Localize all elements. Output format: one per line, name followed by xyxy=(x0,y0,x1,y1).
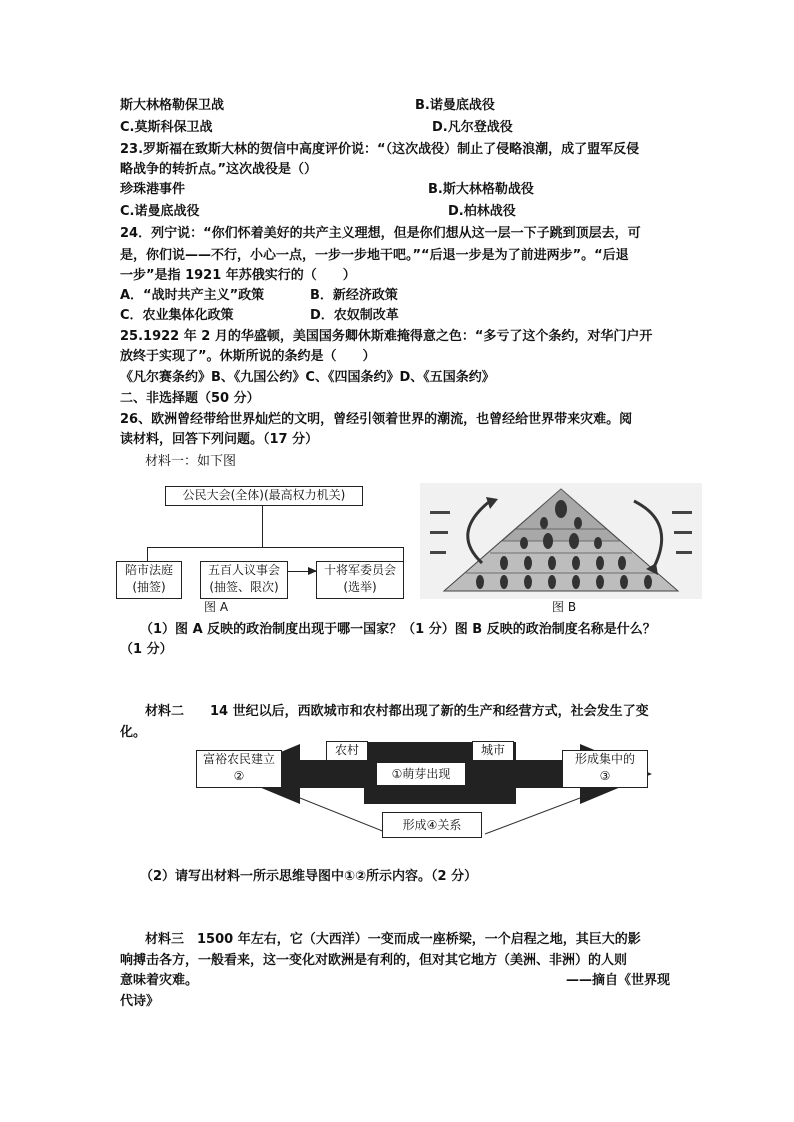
material3-source-line2: 代诗》 xyxy=(120,994,160,1009)
q22-option-c: C.莫斯科保卫战 xyxy=(120,120,213,135)
fig-a-court-method: (抽签) xyxy=(132,580,166,594)
fig-a-connector-trunk xyxy=(262,506,263,547)
q23-option-b: B.斯大林格勒战役 xyxy=(428,182,534,197)
mindmap-left-label: 富裕农民建立 xyxy=(202,752,275,766)
mindmap-right-label: 形成集中的 xyxy=(574,752,635,766)
material1-label: 材料一：如下图 xyxy=(145,454,237,469)
q26-stem-line1: 26、欧洲曾经带给世界灿烂的文明，曾经引领着世界的潮流，也曾经给世界带来灾难。阅 xyxy=(120,412,633,427)
q24-option-c: C．农业集体化政策 xyxy=(120,308,234,323)
fig-a-council-label: 五百人议事会 xyxy=(207,563,280,577)
material3-line3: 意味着灾难。 xyxy=(120,973,199,988)
fig-a-caption: 图 A xyxy=(204,600,229,614)
mindmap-bottom-box: 形成④关系 xyxy=(382,812,482,838)
material2-line1: 材料二 14 世纪以后，西欧城市和农村都出现了新的生产和经营方式，社会发生了变 xyxy=(145,704,649,719)
q24-stem-line1: 24．列宁说：“你们怀着美好的共产主义理想，但是你们想从这一层一下子跳到顶层去，可 xyxy=(120,226,641,241)
fig-a-generals-box xyxy=(316,561,404,599)
q22-option-d: D.凡尔登战役 xyxy=(432,120,513,135)
material3-line2: 响搏击各方，一般看来，这一变化对欧洲是有利的，但对其它地方（美洲、非洲）的人则 xyxy=(120,953,628,968)
q25-options: 《凡尔赛条约》B、《九国公约》C、《四国条约》D、《五国条约》 xyxy=(120,370,495,385)
mindmap-center-box: ①萌芽出现 xyxy=(376,762,466,786)
material3-source-line1: ——摘自《世界现 xyxy=(566,973,671,988)
q24-option-d: D．农奴制改革 xyxy=(310,308,399,323)
q24-stem-line3: 一步”是指 1921 年苏俄实行的（ ） xyxy=(120,268,356,283)
q23-stem-line2: 略战争的转折点。”这次战役是（） xyxy=(120,162,318,177)
fig-a-generals-label: 十将军委员会 xyxy=(323,563,396,577)
q26-sub2: （2）请写出材料一所示思维导图中①②所示内容。（2 分） xyxy=(140,869,478,884)
fig-b-caption: 图 B xyxy=(552,600,577,614)
mindmap-left-slot: ② xyxy=(233,769,245,783)
q26-stem-line2: 读材料，回答下列问题。（17 分） xyxy=(120,432,319,447)
q26-sub1-line1: （1）图 A 反映的政治制度出现于哪一国家？（1 分）图 B 反映的政治制度名称是什么？ xyxy=(140,622,656,637)
mindmap-right-box xyxy=(562,750,648,788)
q25-stem-line1: 25.1922 年 2 月的华盛顿，美国国务卿休斯难掩得意之色：“多亏了这个条约，对华门户开 xyxy=(120,329,653,344)
fig-a-connector-right xyxy=(403,547,404,562)
material3-line1: 材料三 1500 年左右，它（大西洋）一变而成一座桥梁，一个启程之地，其巨大的影 xyxy=(145,932,641,947)
fig-a-generals-method: (选举) xyxy=(343,580,377,594)
mindmap-urban-label: 城市 xyxy=(472,741,514,761)
q23-option-d: D.柏林战役 xyxy=(448,204,516,219)
fig-a-court-label: 陪市法庭 xyxy=(124,563,173,577)
q22-option-b: B.诺曼底战役 xyxy=(415,98,495,113)
section-title: 二、非选择题（50 分） xyxy=(120,391,260,406)
q24-option-a: A．“战时共产主义”政策 xyxy=(120,288,265,303)
mindmap-left-box xyxy=(196,750,282,788)
q22-option-a: 斯大林格勒保卫战 xyxy=(120,98,225,113)
q23-option-a: 珍珠港事件 xyxy=(120,182,186,197)
fig-a-connector-left xyxy=(147,547,148,562)
fig-a-court-box xyxy=(116,561,182,599)
fig-a-assembly-box: 公民大会(全体)(最高权力机关) xyxy=(165,486,363,506)
fig-b-pyramid-illustration xyxy=(420,483,702,599)
mindmap-rural-label: 农村 xyxy=(326,741,368,761)
fig-a-council-method: (抽签、限次) xyxy=(209,580,279,594)
q23-stem-line1: 23.罗斯福在致斯大林的贺信中高度评价说：“（这次战役）制止了侵略浪潮，成了盟军反侵 xyxy=(120,142,640,157)
q24-stem-line2: 是，你们说——不行，小心一点，一步一步地干吧。”“后退一步是为了前进两步”。“后退 xyxy=(120,248,629,263)
fig-a-connector-bar xyxy=(147,547,403,548)
q26-sub1-line2: （1 分） xyxy=(120,642,173,657)
mindmap-right-slot: ③ xyxy=(599,769,611,783)
q25-stem-line2: 放终于实现了”。休斯所说的条约是（ ） xyxy=(120,349,376,364)
q24-option-b: B．新经济政策 xyxy=(310,288,398,303)
q23-option-c: C.诺曼底战役 xyxy=(120,204,200,219)
material2-line2: 化。 xyxy=(120,725,147,740)
fig-a-council-box xyxy=(200,561,288,599)
